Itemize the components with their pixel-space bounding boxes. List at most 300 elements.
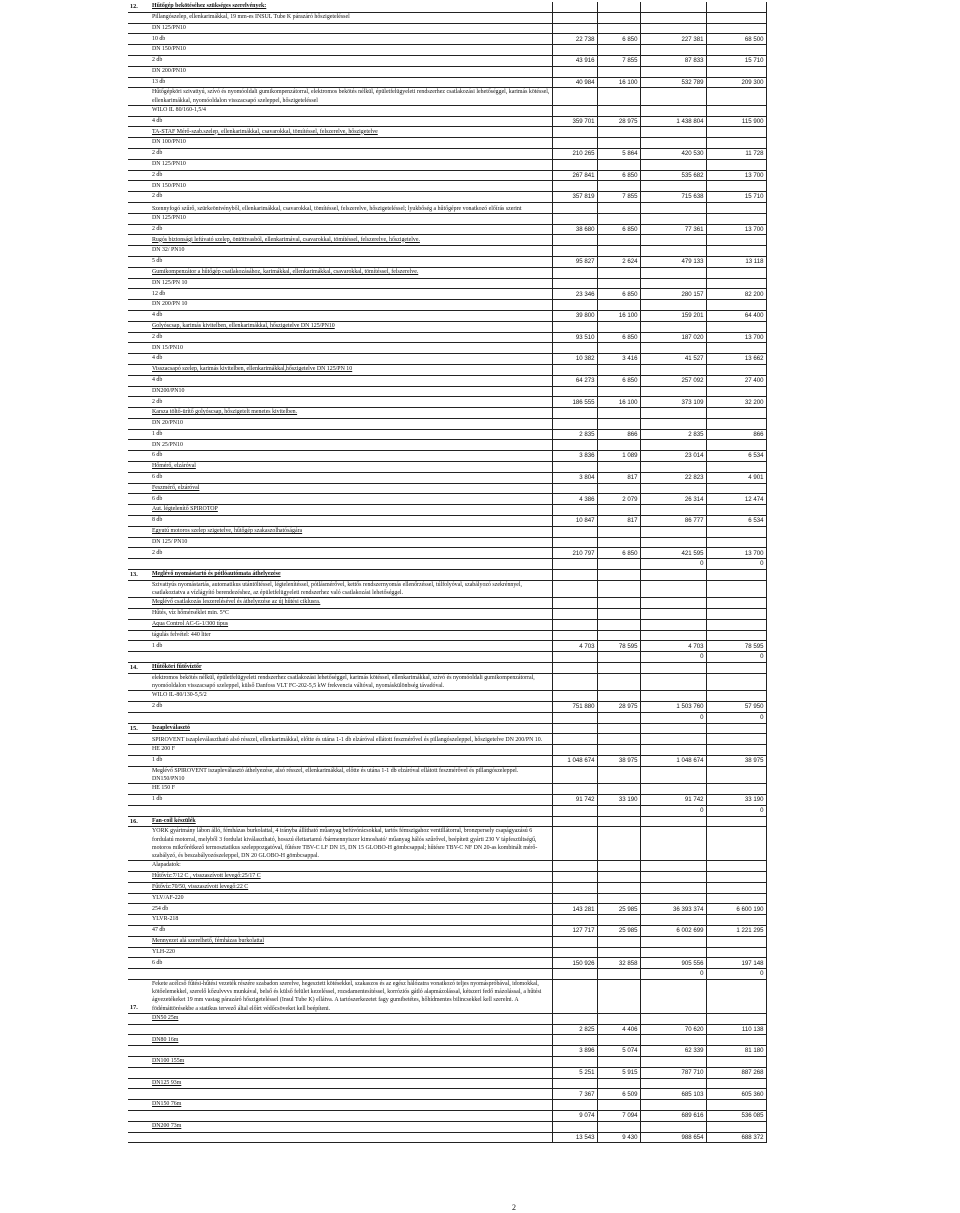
unit-price-labor: 6 850 [597,548,640,559]
unit-price-labor [597,364,640,375]
unit-price-material [552,105,597,116]
unit-price-material [552,766,597,783]
item-description: Fekete acélcső fűtési-hűtési vezeték részére szabadon szerelve, hegesztett kötésekkel, szakaszos és az egész hálózatra vonatkozó teljes nyomáspróbával, idomokkal, kötőelemekkel, szerelő kőzulvvvs munkával, belső és külső felület kezeléssel, rozsdamentesítéssel, korróziós gátló alapmázolással, kétszeri fedő mázolással, a hűtési ágvezetékeket 19 mm vastag párazáró hőszigeteléssel (Insul Tube K) ellátva. A tartószerkezetet fagy gumibetétes, hőhídmentes bilincsekkel kell szerelni. A födémáttörésekbe a statikus tervező által előírt védőcsöveket kell beépíteni. [150,979,552,1013]
unit-price-material [552,1078,597,1089]
item-description: Hűtés, víz hőmérséklet min. 5°C [150,609,552,620]
item-number [128,181,150,192]
unit-price-material: 95 827 [552,256,597,267]
item-description [150,1067,552,1078]
unit-price-labor: 2 624 [597,256,640,267]
item-description: Feszmérő, elzáróval [150,483,552,494]
unit-price-labor [597,138,640,149]
item-description: DN 125/PN10 [150,23,552,34]
item-description: Iszapleválasztó [150,723,552,734]
total-material [640,235,706,246]
item-description: 10 db [150,34,552,45]
unit-price-material [552,673,597,690]
total-labor: 0 [706,969,766,980]
item-number [128,408,150,419]
table-row [128,745,766,756]
total-material: 70 620 [640,1024,706,1035]
item-description: Egyutú motoros szelep szigetelve, hűtőgép szakaszolhatóságára [150,526,552,537]
table-row [128,598,766,609]
item-description: Hűtővíz:7/12 C , visszaszívott levegő:25/17 C [150,872,552,883]
unit-price-material [552,462,597,473]
table-row [128,619,766,630]
unit-price-labor: 6 850 [597,170,640,181]
total-labor [706,915,766,926]
item-number [128,673,150,690]
total-material: 86 777 [640,516,706,527]
item-description: 6 db [150,451,552,462]
total-labor [706,734,766,745]
total-material: 159 201 [640,310,706,321]
item-number [128,1132,150,1143]
unit-price-material: 4 386 [552,494,597,505]
unit-price-labor: 817 [597,516,640,527]
page-number: 2 [512,1203,516,1212]
unit-price-material [552,364,597,375]
table-row [128,904,766,915]
total-material: 787 710 [640,1067,706,1078]
total-labor: 11 728 [706,148,766,159]
table-row [128,526,766,537]
unit-price-labor [597,1100,640,1111]
item-number [128,630,150,641]
unit-price-labor: 6 850 [597,332,640,343]
total-labor: 13 700 [706,170,766,181]
unit-price-labor [597,321,640,332]
item-number [128,23,150,34]
item-number: 16. [128,816,150,827]
table-row [128,224,766,235]
unit-price-material [552,861,597,872]
total-labor: 13 700 [706,224,766,235]
table-row [128,979,766,1013]
total-labor [706,343,766,354]
item-description: 2 db [150,148,552,159]
item-number [128,77,150,88]
unit-price-labor [597,872,640,883]
unit-price-material: 9 074 [552,1110,597,1121]
unit-price-material [552,202,597,213]
unit-price-material [552,321,597,332]
item-number: 14. [128,663,150,674]
unit-price-labor [597,745,640,756]
item-description: DN125 93m [150,1078,552,1089]
unit-price-material [552,609,597,620]
table-row [128,1089,766,1100]
total-labor: 15 710 [706,55,766,66]
total-material [640,418,706,429]
total-labor [706,462,766,473]
total-material: 2 835 [640,429,706,440]
unit-price-labor: 817 [597,472,640,483]
item-description: Hűtőköri fűtővíztőr [150,663,552,674]
total-labor [706,784,766,795]
table-row [128,805,766,816]
total-labor [706,1121,766,1132]
table-row [128,364,766,375]
total-material: 421 595 [640,548,706,559]
table-row [128,691,766,702]
total-labor: 33 190 [706,795,766,806]
total-material [640,364,706,375]
total-labor [706,609,766,620]
total-material [640,408,706,419]
total-material [640,827,706,861]
table-row [128,170,766,181]
table-row [128,429,766,440]
unit-price-labor: 6 850 [597,34,640,45]
unit-price-material [552,440,597,451]
total-material: 420 530 [640,148,706,159]
total-labor [706,827,766,861]
table-row [128,310,766,321]
unit-price-material [552,1056,597,1067]
unit-price-material: 10 847 [552,516,597,527]
unit-price-labor [597,105,640,116]
total-labor: 68 500 [706,34,766,45]
item-number [128,159,150,170]
total-labor [706,1035,766,1046]
unit-price-labor [597,440,640,451]
total-labor: 57 950 [706,702,766,713]
total-material [640,462,706,473]
total-labor: 866 [706,429,766,440]
item-description: 6 db [150,958,552,969]
item-description [150,1046,552,1057]
table-row [128,332,766,343]
table-row [128,537,766,548]
total-material: 227 381 [640,34,706,45]
unit-price-material [552,88,597,105]
total-material [640,784,706,795]
total-material [640,1078,706,1089]
item-description: DN 150/PN10 [150,181,552,192]
unit-price-material [552,537,597,548]
item-description: Golyóscsap, karimás kivitelben, ellenkarimákkal, hőszigetelve DN 125/PN10 [150,321,552,332]
unit-price-labor [597,1035,640,1046]
item-description: DN 200/PN 10 [150,300,552,311]
table-row [128,213,766,224]
item-number [128,784,150,795]
item-description: Karsza töltő-ürítő golyóscsap, hőszigetelt menetes kivitelben. [150,408,552,419]
total-labor: 4 901 [706,472,766,483]
table-row [128,570,766,581]
total-labor [706,861,766,872]
total-material [640,1013,706,1024]
item-number [128,882,150,893]
item-number [128,756,150,767]
unit-price-material [552,723,597,734]
total-labor [706,45,766,56]
item-number [128,795,150,806]
total-labor: 0 [706,652,766,663]
item-description: Szennyfogó szűrő, szürkeöntvényből, ellenkarimákkal, csavarokkal, tömítéssel, felszerelve, hőszigeteléssel; lyukbőség a hűtőgépre vonatkozó előírás szerint [150,202,552,213]
item-number [128,127,150,138]
total-material [640,893,706,904]
table-row [128,816,766,827]
total-labor [706,12,766,23]
item-number [128,526,150,537]
item-number [128,1035,150,1046]
unit-price-material: 22 738 [552,34,597,45]
total-material [640,872,706,883]
unit-price-material [552,1121,597,1132]
unit-price-labor [597,45,640,56]
total-labor [706,66,766,77]
item-number [128,45,150,56]
item-description: Szivattyús nyomástartás, automatikus utántöltéssel, légtelenítéssel, pótlásmérővel, kettős rendszernyomás ellenőrzéssel, túlfolyóval, szabályozó szekrénnyel, csatlakoztatva a vízlágyító berendezéshez, az épületfelügyeleti rendszerhez való csatlakozási lehetőséggel. [150,580,552,597]
table-row [128,958,766,969]
total-labor: 6 600 190 [706,904,766,915]
item-number [128,861,150,872]
unit-price-material [552,267,597,278]
total-material [640,66,706,77]
total-labor: 81 180 [706,1046,766,1057]
total-material: 257 092 [640,375,706,386]
total-material [640,745,706,756]
item-description: 47 db [150,926,552,937]
total-labor [706,88,766,105]
item-number [128,904,150,915]
unit-price-labor: 4 406 [597,1024,640,1035]
total-labor [706,1100,766,1111]
total-labor [706,537,766,548]
table-row [128,397,766,408]
table-row [128,1132,766,1143]
total-labor [706,138,766,149]
unit-price-labor: 3 416 [597,354,640,365]
table-row [128,321,766,332]
item-description: DN100 155m [150,1056,552,1067]
total-material [640,947,706,958]
unit-price-labor [597,418,640,429]
item-number [128,148,150,159]
item-number [128,936,150,947]
total-labor: 688 372 [706,1132,766,1143]
item-description: Hűtőgép bekötéséhez szükséges szerelvények: [150,2,552,12]
item-description: 4 db [150,354,552,365]
total-labor: 1 221 295 [706,926,766,937]
total-labor: 115 900 [706,116,766,127]
unit-price-labor [597,12,640,23]
item-description: SPIROVENT iszapleválasztható alsó résszel, ellenkarimákkal, előtte és utána 1-1 db elzáróval ellátott feszmérővel és pillangószeleppel, hőszigetelve DN 200/PN 10. [150,734,552,745]
item-number [128,105,150,116]
table-row [128,278,766,289]
total-material: 62 339 [640,1046,706,1057]
total-material [640,246,706,257]
total-labor [706,619,766,630]
unit-price-material [552,734,597,745]
unit-price-labor [597,663,640,674]
item-number [128,827,150,861]
unit-price-material [552,598,597,609]
item-description: TA-STAF Mérő-szab.szelep, ellenkarimákkal, csavarokkal, tömítéssel, felszerelve, hőszigetelve [150,127,552,138]
item-description: 2 db [150,397,552,408]
total-labor [706,181,766,192]
unit-price-material [552,652,597,663]
total-labor: 13 700 [706,548,766,559]
total-material: 187 020 [640,332,706,343]
total-material [640,138,706,149]
unit-price-material: 267 841 [552,170,597,181]
unit-price-material: 2 835 [552,429,597,440]
item-description: YLH-220 [150,947,552,958]
total-material [640,861,706,872]
item-description: DN200 73m [150,1121,552,1132]
total-labor: 15 710 [706,192,766,203]
table-row [128,55,766,66]
unit-price-material: 357 819 [552,192,597,203]
table-row [128,663,766,674]
item-description: DN 15/PN10 [150,343,552,354]
unit-price-material: 3 804 [552,472,597,483]
item-number [128,256,150,267]
table-row [128,1013,766,1024]
item-number [128,702,150,713]
unit-price-material: 143 281 [552,904,597,915]
table-row [128,827,766,861]
unit-price-labor [597,526,640,537]
item-number [128,766,150,783]
total-material [640,619,706,630]
unit-price-labor [597,947,640,958]
total-material: 988 654 [640,1132,706,1143]
total-material [640,723,706,734]
unit-price-material: 186 555 [552,397,597,408]
unit-price-material: 2 825 [552,1024,597,1035]
unit-price-material: 5 251 [552,1067,597,1078]
item-number [128,375,150,386]
item-description: 2 db [150,548,552,559]
item-number [128,641,150,652]
table-row [128,609,766,620]
total-labor [706,159,766,170]
total-material [640,580,706,597]
item-number [128,1100,150,1111]
total-material [640,321,706,332]
unit-price-material [552,408,597,419]
unit-price-labor: 25 985 [597,926,640,937]
total-labor [706,691,766,702]
item-number [128,1056,150,1067]
unit-price-material: 10 382 [552,354,597,365]
table-row [128,472,766,483]
item-number: 17. [128,979,150,1013]
item-number [128,429,150,440]
table-row [128,343,766,354]
total-material: 87 833 [640,55,706,66]
unit-price-labor [597,505,640,516]
unit-price-labor [597,559,640,570]
total-labor [706,1078,766,1089]
table-row [128,795,766,806]
table-row [128,926,766,937]
table-row [128,192,766,203]
total-labor: 605 360 [706,1089,766,1100]
table-row [128,915,766,926]
item-description: 6 db [150,494,552,505]
total-material [640,213,706,224]
item-number: 12. [128,2,150,12]
unit-price-material [552,969,597,980]
unit-price-material: 93 510 [552,332,597,343]
unit-price-labor [597,386,640,397]
total-material [640,181,706,192]
unit-price-material [552,483,597,494]
table-row [128,1110,766,1121]
table-row [128,784,766,795]
table-row [128,1046,766,1057]
item-number [128,246,150,257]
unit-price-labor [597,619,640,630]
table-row [128,861,766,872]
unit-price-labor: 7 094 [597,1110,640,1121]
unit-price-material [552,181,597,192]
total-material: 905 556 [640,958,706,969]
unit-price-material: 43 916 [552,55,597,66]
total-material [640,1100,706,1111]
unit-price-labor [597,805,640,816]
table-row [128,267,766,278]
item-number [128,516,150,527]
item-number [128,192,150,203]
total-labor [706,202,766,213]
item-description: 2 db [150,55,552,66]
table-row [128,235,766,246]
unit-price-material [552,235,597,246]
table-row [128,893,766,904]
unit-price-labor [597,1056,640,1067]
item-number [128,745,150,756]
item-description: 4 db [150,310,552,321]
item-number [128,472,150,483]
total-labor [706,127,766,138]
item-description: Visszacsapó szelep, karimás kivitelben, ellenkarimákkal,hőszigetelve DN 125/PN 10 [150,364,552,375]
unit-price-material [552,947,597,958]
unit-price-labor [597,630,640,641]
table-row [128,882,766,893]
total-labor [706,580,766,597]
total-labor [706,386,766,397]
table-row [128,947,766,958]
total-labor: 536 085 [706,1110,766,1121]
unit-price-labor [597,734,640,745]
total-labor [706,1056,766,1067]
total-labor: 6 534 [706,451,766,462]
unit-price-labor: 16 100 [597,397,640,408]
item-description: 1 db [150,756,552,767]
item-description: YLVR-218 [150,915,552,926]
item-number [128,505,150,516]
item-number [128,537,150,548]
total-material [640,663,706,674]
total-labor [706,893,766,904]
item-number [128,652,150,663]
item-number [128,451,150,462]
table-row [128,246,766,257]
total-labor: 0 [706,559,766,570]
unit-price-labor [597,1078,640,1089]
total-material [640,23,706,34]
unit-price-material [552,213,597,224]
total-labor [706,723,766,734]
total-labor: 110 138 [706,1024,766,1035]
unit-price-labor: 6 850 [597,289,640,300]
unit-price-labor [597,673,640,690]
